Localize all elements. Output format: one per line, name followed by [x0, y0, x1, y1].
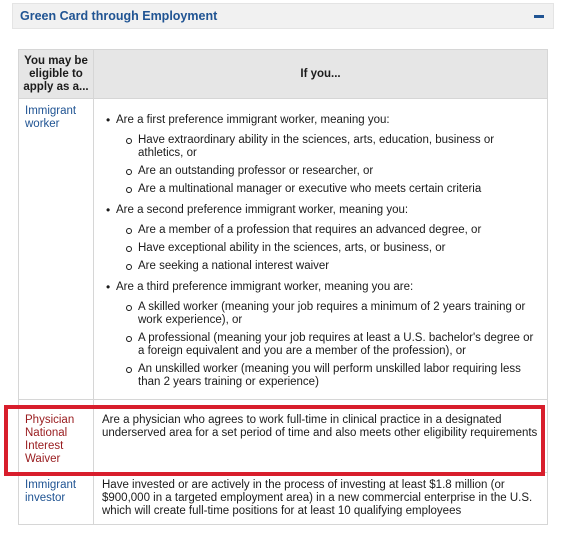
row-description-cell: [94, 99, 548, 400]
list-item-first-preference: [102, 114, 539, 196]
column-header-if-you: If you...: [94, 50, 548, 99]
third-preference-intro: Are a third preference immigrant worker, meaning you are:: [116, 281, 414, 293]
physician-waiver-description: Are a physician who agrees to work full-time in clinical practice in a designated underserved area for a set period of time and also meets other eligibility requirements: [102, 414, 538, 439]
first-preference-sublist: [116, 134, 539, 196]
third-preference-sublist: [116, 301, 539, 389]
physician-waiver-link[interactable]: Physician National Interest Waiver: [25, 414, 75, 465]
second-preference-intro: Are a second preference immigrant worker, meaning you:: [116, 204, 409, 216]
first-preference-intro: Are a first preference immigrant worker, meaning you:: [116, 114, 390, 126]
list-item: Have extraordinary ability in the sciences, arts, education, business or athletics, or: [116, 134, 539, 160]
list-item-second-preference: [102, 204, 539, 273]
immigrant-investor-link[interactable]: Immigrant investor: [25, 479, 77, 504]
list-item: Are a multinational manager or executive who meets certain criteria: [116, 183, 539, 196]
accordion-title[interactable]: Green Card through Employment: [20, 9, 218, 23]
preference-list: [102, 114, 539, 389]
row-label-cell: [19, 400, 94, 473]
table-row-immigrant-worker: [19, 99, 548, 400]
list-item: Are a member of a profession that requires an advanced degree, or: [116, 224, 539, 237]
list-item-third-preference: [102, 281, 539, 389]
list-item: A professional (meaning your job requires at least a U.S. bachelor's degree or a foreign equivalent and you are a member of the profession), or: [116, 332, 539, 358]
row-label-cell: [19, 99, 94, 400]
column-header-eligible-as: You may be eligible to apply as a...: [19, 50, 94, 99]
row-label-cell: [19, 473, 94, 525]
row-description-cell: [94, 400, 548, 473]
immigrant-investor-description: Have invested or are actively in the process of investing at least $1.8 million (or $900,000 in a targeted employment area) in a new commercial enterprise in the U.S. which will create full-time positions for at least 10 qualifying employees: [102, 479, 533, 517]
list-item: Are an outstanding professor or researcher, or: [116, 165, 539, 178]
row-description-cell: [94, 473, 548, 525]
accordion-header[interactable]: [12, 3, 554, 29]
list-item: An unskilled worker (meaning you will perform unskilled labor requiring less than 2 years training or experience): [116, 363, 539, 389]
table-row-immigrant-investor: [19, 473, 548, 525]
second-preference-sublist: [116, 224, 539, 273]
table-row-physician-waiver: [19, 400, 548, 473]
minus-icon[interactable]: [533, 10, 545, 22]
list-item: Are seeking a national interest waiver: [116, 260, 539, 273]
immigrant-worker-link[interactable]: Immigrant worker: [25, 105, 77, 130]
table-header-row: [19, 50, 548, 99]
list-item: A skilled worker (meaning your job requires a minimum of 2 years training or work experience), or: [116, 301, 539, 327]
list-item: Have exceptional ability in the sciences, arts, or business, or: [116, 242, 539, 255]
eligibility-table: [18, 49, 548, 525]
